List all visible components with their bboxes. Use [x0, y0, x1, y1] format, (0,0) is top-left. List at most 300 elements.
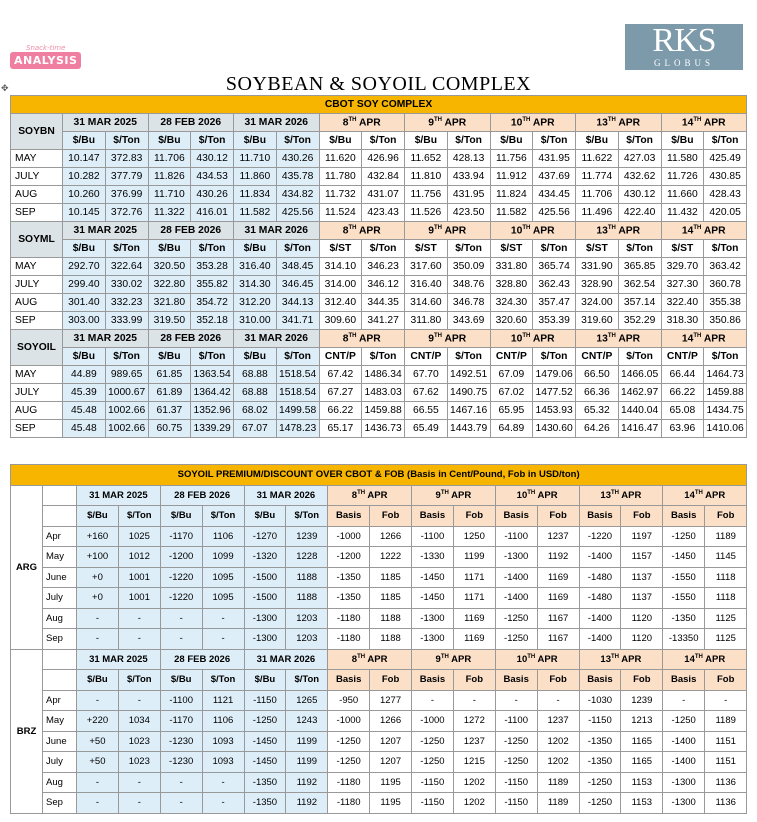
value-cell: 434.45 — [533, 186, 576, 204]
value-cell: 1363.54 — [191, 366, 234, 384]
unit-cell: $/Bu — [234, 240, 277, 258]
value-cell: 1499.58 — [276, 402, 319, 420]
value-cell: 423.43 — [362, 204, 405, 222]
value-cell: 357.47 — [533, 294, 576, 312]
value-cell: 67.02 — [490, 384, 533, 402]
value-cell: 425.56 — [276, 204, 319, 222]
day-header — [319, 114, 405, 132]
value-cell: -1220 — [579, 526, 621, 547]
value-cell: 1199 — [453, 547, 495, 568]
value-cell: 344.13 — [276, 294, 319, 312]
value-cell: 372.76 — [105, 204, 148, 222]
rks-globus-logo — [625, 24, 743, 70]
value-cell: 1265 — [286, 690, 328, 711]
day-month: APR — [703, 225, 726, 237]
value-cell: - — [160, 629, 202, 650]
value-cell: -1350 — [663, 608, 705, 629]
value-cell: 324.00 — [576, 294, 619, 312]
value-cell: 11.706 — [148, 150, 191, 168]
unit-cell: $/Bu — [160, 506, 202, 527]
value-cell: -1300 — [495, 547, 537, 568]
value-cell: 11.834 — [234, 186, 277, 204]
value-cell: -1300 — [412, 629, 454, 650]
value-cell: 350.09 — [447, 258, 490, 276]
value-cell: 1093 — [202, 731, 244, 752]
day-header — [661, 114, 747, 132]
value-cell: 1169 — [537, 588, 579, 609]
value-cell: -1180 — [328, 772, 370, 793]
value-cell: -1100 — [160, 690, 202, 711]
value-cell: 66.50 — [576, 366, 619, 384]
empty-cell — [43, 670, 77, 691]
value-cell: 322.80 — [148, 276, 191, 294]
value-cell: 1466.05 — [618, 366, 661, 384]
value-cell: 360.78 — [704, 276, 747, 294]
unit-cell: $/Bu — [77, 670, 119, 691]
unit-cell: $/Ton — [362, 132, 405, 150]
table-row — [11, 547, 747, 568]
day-month: APR — [358, 117, 381, 129]
value-cell: -1250 — [579, 793, 621, 814]
value-cell: 1188 — [370, 608, 412, 629]
day-number: 9 — [435, 653, 441, 665]
table-row — [11, 608, 747, 629]
value-cell: 11.732 — [319, 186, 362, 204]
value-cell: - — [495, 690, 537, 711]
value-cell: 1153 — [621, 772, 663, 793]
unit-cell: $/Bu — [148, 348, 191, 366]
value-cell: 1192 — [286, 772, 328, 793]
value-cell: -1250 — [495, 752, 537, 773]
value-cell: 63.96 — [661, 420, 704, 438]
value-cell: - — [160, 793, 202, 814]
day-suffix: TH — [693, 116, 702, 123]
value-cell: 1250 — [453, 526, 495, 547]
value-cell: -1180 — [328, 793, 370, 814]
value-cell: -1150 — [495, 793, 537, 814]
value-cell: 310.00 — [234, 312, 277, 330]
value-cell: 1464.73 — [704, 366, 747, 384]
unit-cell: $/Bu — [405, 132, 448, 150]
value-cell: 430.85 — [704, 168, 747, 186]
value-cell: 1237 — [453, 731, 495, 752]
origin-label: BRZ — [11, 649, 43, 813]
day-month: APR — [621, 653, 642, 665]
origin-label: ARG — [11, 485, 43, 649]
unit-cell: CNT/P — [405, 348, 448, 366]
unit-cell: Fob — [621, 506, 663, 527]
day-header — [412, 649, 496, 670]
day-number: 8 — [342, 117, 349, 129]
value-cell: -1550 — [663, 588, 705, 609]
value-cell: -1100 — [412, 526, 454, 547]
unit-cell: $/Ton — [704, 132, 747, 150]
value-cell: 11.756 — [405, 186, 448, 204]
unit-cell: $/Ton — [704, 348, 747, 366]
value-cell: 64.89 — [490, 420, 533, 438]
period-header: 28 FEB 2026 — [160, 649, 244, 670]
unit-cell: Basis — [663, 506, 705, 527]
day-suffix: TH — [434, 332, 442, 339]
month-label: Sep — [43, 793, 77, 814]
value-cell: 11.652 — [405, 150, 448, 168]
day-header — [495, 485, 579, 506]
value-cell: 1199 — [286, 731, 328, 752]
value-cell: 434.82 — [276, 186, 319, 204]
day-suffix: TH — [434, 116, 442, 123]
day-suffix: TH — [522, 332, 531, 339]
value-cell: 65.32 — [576, 402, 619, 420]
value-cell: 68.88 — [234, 366, 277, 384]
value-cell: 328.90 — [576, 276, 619, 294]
day-month: APR — [532, 333, 555, 345]
value-cell: -1230 — [160, 731, 202, 752]
value-cell: 1202 — [453, 793, 495, 814]
day-header — [576, 330, 662, 348]
value-cell: 1169 — [537, 567, 579, 588]
value-cell: 1478.23 — [276, 420, 319, 438]
unit-cell: CNT/P — [319, 348, 362, 366]
day-month: APR — [537, 489, 558, 501]
value-cell: -1350 — [579, 731, 621, 752]
day-suffix: TH — [610, 489, 619, 496]
value-cell: -1150 — [579, 711, 621, 732]
day-month: APR — [703, 117, 726, 129]
day-month: APR — [451, 653, 472, 665]
day-suffix: TH — [610, 653, 619, 660]
month-label: JULY — [11, 384, 63, 402]
table-row — [11, 731, 747, 752]
value-cell: 1266 — [370, 526, 412, 547]
unit-row — [11, 132, 747, 150]
month-label: Sep — [43, 629, 77, 650]
value-cell: -1250 — [663, 526, 705, 547]
unit-cell: $/Bu — [234, 348, 277, 366]
value-cell: 434.53 — [191, 168, 234, 186]
value-cell: 422.40 — [618, 204, 661, 222]
unit-cell: $/Bu — [244, 670, 286, 691]
value-cell: 10.145 — [63, 204, 106, 222]
section-header-row — [11, 114, 747, 132]
value-cell: -1350 — [328, 567, 370, 588]
value-cell: 357.14 — [618, 294, 661, 312]
value-cell: -1250 — [412, 731, 454, 752]
table-row — [11, 629, 747, 650]
value-cell: 352.18 — [191, 312, 234, 330]
value-cell: 1266 — [370, 711, 412, 732]
value-cell: 1339.29 — [191, 420, 234, 438]
month-label: Aug — [43, 772, 77, 793]
day-number: 9 — [435, 489, 441, 501]
day-suffix: TH — [440, 489, 449, 496]
value-cell: 341.27 — [362, 312, 405, 330]
logo-left-tagline: Snack-time — [26, 44, 66, 52]
table-move-handle-icon[interactable]: ✥ — [1, 83, 9, 93]
unit-cell: Basis — [328, 506, 370, 527]
value-cell: 1215 — [453, 752, 495, 773]
unit-cell: $/Ton — [118, 670, 160, 691]
value-cell: 1145 — [705, 547, 747, 568]
value-cell: 1239 — [286, 526, 328, 547]
value-cell: -1480 — [579, 567, 621, 588]
value-cell: +50 — [77, 752, 119, 773]
day-month: APR — [444, 333, 467, 345]
value-cell: 329.70 — [661, 258, 704, 276]
value-cell: 430.12 — [618, 186, 661, 204]
value-cell: 1171 — [453, 567, 495, 588]
value-cell: 1023 — [118, 731, 160, 752]
value-cell: - — [202, 608, 244, 629]
value-cell: 11.660 — [661, 186, 704, 204]
unit-cell: $/Ton — [105, 132, 148, 150]
value-cell: 303.00 — [63, 312, 106, 330]
unit-cell: $/Ton — [704, 240, 747, 258]
page-title: SOYBEAN & SOYOIL COMPLEX — [225, 73, 532, 95]
premium-banner: SOYOIL PREMIUM/DISCOUNT OVER CBOT & FOB (Basis in Cent/Pound, Fob in USD/ton) — [11, 465, 747, 486]
value-cell: -1450 — [412, 567, 454, 588]
value-cell: 1012 — [118, 547, 160, 568]
month-label: Apr — [43, 690, 77, 711]
value-cell: -1200 — [328, 547, 370, 568]
value-cell: -1550 — [663, 567, 705, 588]
value-cell: 322.40 — [661, 294, 704, 312]
day-suffix: TH — [607, 224, 616, 231]
value-cell: -1250 — [412, 752, 454, 773]
value-cell: 1202 — [537, 752, 579, 773]
day-number: 10 — [516, 653, 528, 665]
unit-cell: Fob — [537, 506, 579, 527]
day-number: 14 — [681, 225, 694, 237]
day-suffix: TH — [694, 489, 703, 496]
value-cell: 1202 — [537, 731, 579, 752]
value-cell: 1199 — [286, 752, 328, 773]
unit-cell: Fob — [705, 670, 747, 691]
value-cell: 45.48 — [63, 420, 106, 438]
day-header — [495, 649, 579, 670]
table-row — [11, 420, 747, 438]
commodity-label: SOYBN — [11, 114, 63, 150]
value-cell: 1095 — [202, 588, 244, 609]
value-cell: 317.60 — [405, 258, 448, 276]
day-month: APR — [618, 333, 641, 345]
value-cell: -1180 — [328, 608, 370, 629]
value-cell: 435.78 — [276, 168, 319, 186]
unit-cell: Basis — [495, 506, 537, 527]
day-suffix: TH — [694, 653, 703, 660]
month-label: May — [43, 711, 77, 732]
value-cell: 1239 — [621, 690, 663, 711]
day-header — [663, 649, 747, 670]
value-cell: - — [202, 772, 244, 793]
value-cell: 1125 — [705, 629, 747, 650]
day-month: APR — [618, 225, 641, 237]
unit-cell: Fob — [453, 670, 495, 691]
value-cell: - — [202, 629, 244, 650]
unit-cell: $/Ton — [105, 240, 148, 258]
value-cell: -1030 — [579, 690, 621, 711]
logo-right-main: RKS — [652, 22, 716, 59]
value-cell: 376.99 — [105, 186, 148, 204]
value-cell: +0 — [77, 588, 119, 609]
unit-cell: $/Bu — [148, 240, 191, 258]
day-header — [490, 222, 576, 240]
day-number: 9 — [428, 117, 434, 129]
value-cell: -1300 — [244, 608, 286, 629]
value-cell: 11.526 — [405, 204, 448, 222]
value-cell: -1250 — [579, 772, 621, 793]
value-cell: 354.72 — [191, 294, 234, 312]
unit-cell: $/Ton — [202, 506, 244, 527]
value-cell: +100 — [77, 547, 119, 568]
value-cell: - — [453, 690, 495, 711]
value-cell: 416.01 — [191, 204, 234, 222]
value-cell: -1250 — [244, 711, 286, 732]
value-cell: 1459.88 — [362, 402, 405, 420]
unit-cell: $/Bu — [77, 506, 119, 527]
value-cell: 431.95 — [533, 150, 576, 168]
value-cell: 1195 — [370, 793, 412, 814]
section-header-row — [11, 485, 747, 506]
day-header — [328, 649, 412, 670]
day-suffix: TH — [522, 224, 531, 231]
value-cell: 1272 — [453, 711, 495, 732]
day-header — [328, 485, 412, 506]
month-label: AUG — [11, 402, 63, 420]
unit-cell: $/Bu — [234, 132, 277, 150]
section-header-row — [11, 649, 747, 670]
table-row — [11, 526, 747, 547]
value-cell: 66.36 — [576, 384, 619, 402]
unit-row — [11, 506, 747, 527]
value-cell: 67.70 — [405, 366, 448, 384]
value-cell: 1034 — [118, 711, 160, 732]
unit-cell: $/Ton — [276, 240, 319, 258]
value-cell: 1118 — [705, 567, 747, 588]
unit-cell: $/Ton — [618, 348, 661, 366]
value-cell: -1400 — [663, 752, 705, 773]
value-cell: 343.69 — [447, 312, 490, 330]
unit-cell: $/Ton — [533, 348, 576, 366]
unit-cell: Basis — [412, 670, 454, 691]
day-number: 8 — [351, 653, 358, 665]
unit-cell: Basis — [412, 506, 454, 527]
value-cell: 1192 — [286, 793, 328, 814]
value-cell: -1170 — [160, 711, 202, 732]
value-cell: -1330 — [412, 547, 454, 568]
period-header: 31 MAR 2025 — [77, 649, 161, 670]
value-cell: 1490.75 — [447, 384, 490, 402]
value-cell: -1220 — [160, 567, 202, 588]
value-cell: 1118 — [705, 588, 747, 609]
period-header: 31 MAR 2025 — [77, 485, 161, 506]
value-cell: 1136 — [705, 793, 747, 814]
value-cell: -1200 — [160, 547, 202, 568]
value-cell: 312.40 — [319, 294, 362, 312]
month-label: JULY — [11, 168, 63, 186]
value-cell: -1250 — [495, 629, 537, 650]
value-cell: 1189 — [537, 772, 579, 793]
value-cell: 1434.75 — [704, 402, 747, 420]
value-cell: 45.39 — [63, 384, 106, 402]
table-row — [11, 690, 747, 711]
value-cell: 1125 — [705, 608, 747, 629]
value-cell: 377.79 — [105, 168, 148, 186]
unit-cell: $/Ton — [618, 132, 661, 150]
value-cell: 331.90 — [576, 258, 619, 276]
value-cell: 1203 — [286, 629, 328, 650]
empty-cell — [43, 506, 77, 527]
value-cell: 66.55 — [405, 402, 448, 420]
value-cell: - — [118, 793, 160, 814]
day-number: 8 — [351, 489, 358, 501]
month-label: AUG — [11, 186, 63, 204]
value-cell: 1364.42 — [191, 384, 234, 402]
value-cell: 1430.60 — [533, 420, 576, 438]
month-label: AUG — [11, 294, 63, 312]
value-cell: 1453.93 — [533, 402, 576, 420]
unit-cell: CNT/P — [576, 348, 619, 366]
table-row — [11, 168, 747, 186]
value-cell: -950 — [328, 690, 370, 711]
day-header — [579, 649, 663, 670]
value-cell: 353.39 — [533, 312, 576, 330]
unit-cell: $/Ton — [447, 240, 490, 258]
value-cell: 1479.06 — [533, 366, 576, 384]
value-cell: 45.48 — [63, 402, 106, 420]
value-cell: 11.710 — [148, 186, 191, 204]
value-cell: -1400 — [495, 588, 537, 609]
value-cell: 1169 — [453, 608, 495, 629]
value-cell: +50 — [77, 731, 119, 752]
value-cell: 341.71 — [276, 312, 319, 330]
cbot-banner: CBOT SOY COMPLEX — [11, 96, 747, 114]
value-cell: -1400 — [663, 731, 705, 752]
table-row — [11, 312, 747, 330]
value-cell: 1025 — [118, 526, 160, 547]
unit-cell: $/Ton — [105, 348, 148, 366]
period-header: 28 FEB 2026 — [148, 114, 234, 132]
value-cell: 67.07 — [234, 420, 277, 438]
day-suffix: TH — [527, 653, 536, 660]
value-cell: 318.30 — [661, 312, 704, 330]
value-cell: 11.726 — [661, 168, 704, 186]
value-cell: 11.582 — [234, 204, 277, 222]
value-cell: 1462.97 — [618, 384, 661, 402]
value-cell: 11.496 — [576, 204, 619, 222]
value-cell: 1518.54 — [276, 384, 319, 402]
table-row — [11, 276, 747, 294]
unit-cell: $/Ton — [191, 348, 234, 366]
day-suffix: TH — [607, 332, 616, 339]
day-header — [579, 485, 663, 506]
value-cell: -1150 — [244, 690, 286, 711]
value-cell: 431.95 — [447, 186, 490, 204]
value-cell: 348.76 — [447, 276, 490, 294]
day-header — [490, 330, 576, 348]
value-cell: 1167 — [537, 608, 579, 629]
value-cell: 346.12 — [362, 276, 405, 294]
value-cell: 1237 — [537, 526, 579, 547]
cbot-soy-complex-table — [10, 95, 747, 438]
value-cell: 67.42 — [319, 366, 362, 384]
value-cell: -1150 — [495, 772, 537, 793]
month-label: JULY — [11, 276, 63, 294]
value-cell: 363.42 — [704, 258, 747, 276]
value-cell: 11.524 — [319, 204, 362, 222]
day-month: APR — [705, 489, 726, 501]
unit-cell: $/Bu — [160, 670, 202, 691]
value-cell: -1150 — [412, 772, 454, 793]
